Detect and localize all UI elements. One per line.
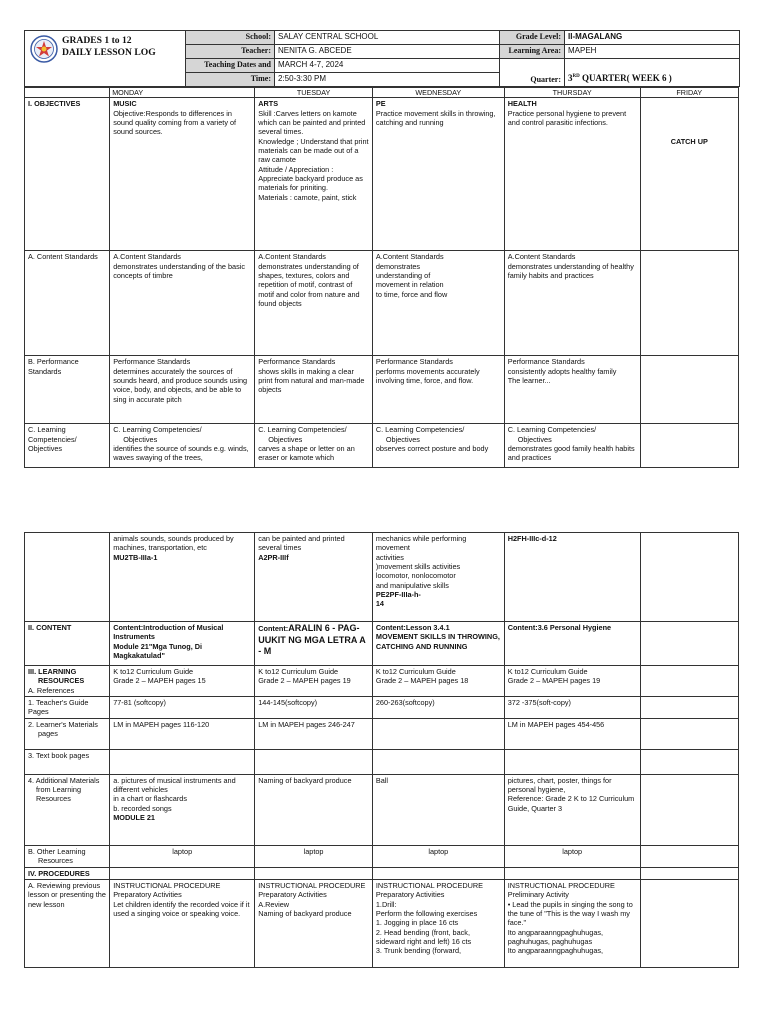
competencies-wednesday-text: observes correct posture and body xyxy=(375,443,489,453)
competency-code-wednesday: PE2PF-IIIa-h- xyxy=(375,589,421,599)
competencies-row xyxy=(25,424,739,468)
objectives-thursday xyxy=(504,98,640,251)
competencies-continued-thursday xyxy=(504,533,640,622)
competencies-tuesday-continued: can be painted and printed several times xyxy=(258,534,345,553)
performance-standards-thursday-line: The learner... xyxy=(507,375,551,385)
content-standards-wednesday-line: understanding of xyxy=(375,270,431,280)
time-label: Time: xyxy=(186,73,275,87)
teachers-guide-thursday: 372 -375(soft-copy) xyxy=(504,696,640,718)
reviewing-tuesday-line: A.Review xyxy=(258,899,290,909)
references-tuesday xyxy=(255,666,373,697)
grade-level-label: Grade Level: xyxy=(500,31,565,45)
learners-materials-heading: 2. Learner's Materials xyxy=(28,719,98,729)
references-monday-line: K to12 Curriculum Guide xyxy=(113,667,194,676)
lesson-log-page-2 xyxy=(24,532,739,968)
textbook-thursday xyxy=(504,749,640,774)
learning-resources-label xyxy=(25,666,110,697)
teaching-dates-value: MARCH 4-7, 2024 xyxy=(275,59,500,73)
reviewing-thursday-line: Ito angparaanngpaghuhugas, xyxy=(507,946,604,956)
reviewing-wednesday-line: INSTRUCTIONAL PROCEDURE xyxy=(375,880,484,890)
content-monday-module: Module 21"Mga Tunog, Di Magkakatulad" xyxy=(113,641,203,660)
competencies-tuesday xyxy=(255,424,373,468)
reviewing-wednesday-line: 1. Jogging in place 16 cts xyxy=(375,918,459,928)
competencies-thursday xyxy=(504,424,640,468)
additional-materials-heading: 4. Additional Materials xyxy=(28,775,100,785)
reviewing-wednesday-line: Preparatory Activities xyxy=(375,890,445,900)
content-row xyxy=(25,622,739,666)
procedures-row xyxy=(25,867,739,879)
learning-area-label: Learning Area: xyxy=(500,45,565,59)
performance-standards-monday xyxy=(110,356,255,424)
performance-standards-friday xyxy=(640,356,738,424)
objectives-label: I. OBJECTIVES xyxy=(25,98,110,251)
references-tuesday-line: K to12 Curriculum Guide xyxy=(258,667,339,676)
teachers-guide-row xyxy=(25,696,739,718)
reviewing-monday-line: Let children identify the recorded voice if it used a singing voice or speaking voice. xyxy=(113,899,250,918)
competencies-monday-title: C. Learning Competencies/ xyxy=(113,425,202,435)
quarter-number: 3 xyxy=(568,73,573,84)
additional-materials-thursday-line: Reference: Grade 2 K to 12 Curriculum Guide, Quarter 3 xyxy=(507,794,635,813)
performance-standards-tuesday-title: Performance Standards xyxy=(258,357,336,367)
competencies-continued-row xyxy=(25,533,739,622)
procedures-label: IV. PROCEDURES xyxy=(25,867,110,879)
objectives-tuesday xyxy=(255,98,373,251)
textbook-label: 3. Text book pages xyxy=(25,749,110,774)
learning-resources-heading-cont: RESOURCES xyxy=(38,676,85,686)
subject-pe: PE xyxy=(375,99,386,109)
competency-code-monday: MU2TB-IIIa-1 xyxy=(113,552,158,562)
performance-standards-thursday xyxy=(504,356,640,424)
references-thursday xyxy=(504,666,640,697)
reviewing-monday-line: Preparatory Activities xyxy=(113,890,182,900)
content-standards-wednesday-line: movement in relation xyxy=(375,280,444,290)
content-standards-tuesday-text: demonstrates understanding of shapes, textures, colors and repetition of motif, contrast of motif and color from nature and found objects xyxy=(258,261,360,308)
performance-standards-row xyxy=(25,356,739,424)
competencies-continued-tuesday xyxy=(255,533,373,622)
reviewing-thursday-line: • Lead the pupils in singing the song to the tune of "This is the way I wash my face." xyxy=(507,899,633,928)
reviewing-wednesday-line: Perform the following exercises xyxy=(375,908,478,918)
competencies-wednesday-continued: mechanics while performing movement xyxy=(375,534,467,553)
content-label: II. CONTENT xyxy=(25,622,110,666)
reviewing-monday xyxy=(110,879,255,967)
content-standards-monday-title: A.Content Standards xyxy=(113,252,181,262)
performance-standards-tuesday-text: shows skills in making a clear print from natural and man-made objects xyxy=(258,366,365,395)
day-header-thursday: THURSDAY xyxy=(504,88,640,98)
reviewing-wednesday-line: 3. Trunk bending (forward, xyxy=(375,946,462,956)
teachers-guide-monday: 77-81 (softcopy) xyxy=(110,696,255,718)
content-standards-monday xyxy=(110,251,255,356)
title-block xyxy=(25,31,186,87)
lesson-table-part2 xyxy=(24,532,739,968)
form-title-line1: GRADES 1 to 12 xyxy=(62,35,132,46)
grade-level-value: II-MAGALANG xyxy=(565,31,740,45)
learners-materials-monday: LM in MAPEH pages 116-120 xyxy=(110,718,255,749)
content-tuesday xyxy=(255,622,373,666)
competencies-tuesday-text: carves a shape or letter on an eraser or kamote which xyxy=(258,443,355,463)
competency-code-wednesday-suffix: 14 xyxy=(375,599,384,609)
additional-materials-monday xyxy=(110,774,255,845)
competencies-label: C. Learning Competencies/ Objectives xyxy=(25,424,110,468)
content-standards-thursday-title: A.Content Standards xyxy=(507,252,576,262)
reviewing-thursday-line: INSTRUCTIONAL PROCEDURE xyxy=(507,880,615,890)
additional-materials-friday xyxy=(640,774,738,845)
references-wednesday xyxy=(372,666,504,697)
teacher-label: Teacher: xyxy=(186,45,275,59)
teaching-dates-label: Teaching Dates and xyxy=(186,59,275,73)
textbook-monday xyxy=(110,749,255,774)
references-label: A. References xyxy=(28,685,75,695)
competencies-wednesday-continued: locomotor, nonlocomotor xyxy=(375,571,456,581)
performance-standards-thursday-line: consistently adopts healthy family xyxy=(507,366,617,376)
learners-materials-friday xyxy=(640,718,738,749)
subject-arts: ARTS xyxy=(258,99,279,109)
textbook-row xyxy=(25,749,739,774)
references-thursday-line: K to12 Curriculum Guide xyxy=(507,667,588,676)
competencies-wednesday-title: C. Learning Competencies/ xyxy=(375,425,465,435)
competencies-monday-subtitle: Objectives xyxy=(123,434,158,444)
references-thursday-line: Grade 2 – MAPEH pages 19 xyxy=(507,676,601,686)
procedures-tuesday xyxy=(255,867,373,879)
reviewing-row xyxy=(25,879,739,967)
references-monday-line: Grade 2 – MAPEH pages 15 xyxy=(113,676,206,686)
references-wednesday-line: Grade 2 – MAPEH pages 18 xyxy=(375,676,469,686)
competency-code-thursday: H2FH-IIIc-d-12 xyxy=(507,534,557,543)
competencies-monday-continued: animals sounds, sounds produced by machines, transportation, etc xyxy=(113,534,234,553)
references-friday xyxy=(640,666,738,697)
catch-up-label: CATCH UP xyxy=(670,137,708,147)
performance-standards-tuesday xyxy=(255,356,373,424)
reviewing-tuesday-line: INSTRUCTIONAL PROCEDURE xyxy=(258,880,366,890)
procedures-wednesday xyxy=(372,867,504,879)
other-resources-wednesday: laptop xyxy=(372,845,504,867)
additional-materials-tuesday: Naming of backyard produce xyxy=(255,774,373,845)
day-header-friday: FRIDAY xyxy=(640,88,738,98)
subject-music: MUSIC xyxy=(113,99,137,109)
deped-seal-icon xyxy=(30,35,58,63)
content-standards-tuesday-title: A.Content Standards xyxy=(258,252,326,262)
content-monday xyxy=(110,622,255,666)
other-resources-label xyxy=(25,845,110,867)
quarter-value xyxy=(565,59,740,87)
competencies-wednesday-subtitle: Objectives xyxy=(385,434,420,444)
learners-materials-thursday: LM in MAPEH pages 454-456 xyxy=(504,718,640,749)
learning-resources-heading: III. LEARNING xyxy=(28,667,77,676)
performance-standards-wednesday xyxy=(372,356,504,424)
quarter-text: QUARTER( WEEK 6 ) xyxy=(579,73,672,84)
competencies-wednesday-continued: and manipulative skills xyxy=(375,580,449,590)
additional-materials-thursday-line: pictures, chart, poster, things for personal hygiene, xyxy=(507,775,612,794)
other-resources-heading-cont: Resources xyxy=(38,855,73,865)
other-resources-heading: B. Other Learning xyxy=(28,846,86,856)
objectives-tuesday-skill: Skill :Carves letters on kamote which can be painted and printed several times. xyxy=(258,108,366,137)
content-wednesday xyxy=(372,622,504,666)
objectives-friday xyxy=(640,98,738,251)
objectives-tuesday-attitude: Attitude / Appreciation : Appreciate backyard produce as materials for priniting. xyxy=(258,164,363,193)
competency-code-tuesday: A2PR-IIIf xyxy=(258,552,289,562)
objectives-tuesday-materials: Materials : camote, paint, stick xyxy=(258,192,357,202)
content-standards-thursday-text: demonstrates understanding of healthy family habits and practices xyxy=(507,261,634,280)
performance-standards-monday-title: Performance Standards xyxy=(113,357,191,367)
learning-area-value: MAPEH xyxy=(565,45,740,59)
competencies-thursday-title: C. Learning Competencies/ xyxy=(507,425,597,435)
additional-materials-thursday xyxy=(504,774,640,845)
objectives-wednesday xyxy=(372,98,504,251)
procedures-monday xyxy=(110,867,255,879)
school-label: School: xyxy=(186,31,275,45)
content-thursday: Content:3.6 Personal Hygiene xyxy=(504,622,640,666)
learners-materials-tuesday: LM in MAPEH pages 246-247 xyxy=(255,718,373,749)
performance-standards-thursday-title: Performance Standards xyxy=(507,357,585,367)
procedures-friday xyxy=(640,867,738,879)
additional-materials-wednesday: Ball xyxy=(372,774,504,845)
competencies-continued-monday xyxy=(110,533,255,622)
quarter-label: Quarter: xyxy=(500,59,565,87)
content-standards-thursday xyxy=(504,251,640,356)
reviewing-monday-line: INSTRUCTIONAL PROCEDURE xyxy=(113,880,221,890)
content-friday xyxy=(640,622,738,666)
references-tuesday-line: Grade 2 – MAPEH pages 19 xyxy=(258,676,351,686)
objectives-thursday-text: Practice personal hygiene to prevent and control parasitic infections. xyxy=(507,108,627,127)
content-wednesday-title: MOVEMENT SKILLS IN THROWING, CATCHING AND RUNNING xyxy=(375,632,500,651)
other-resources-tuesday: laptop xyxy=(255,845,373,867)
performance-standards-monday-text: determines accurately the sources of sounds heard, and produce sounds using voice, body, and objects, and be able to sing in accurate pitch xyxy=(113,366,248,404)
time-value: 2:50-3:30 PM xyxy=(275,73,500,87)
performance-standards-wednesday-text: performs movements accurately involving time, force, and flow. xyxy=(375,366,480,385)
competencies-thursday-subtitle: Objectives xyxy=(517,434,552,444)
objectives-monday xyxy=(110,98,255,251)
content-wednesday-lesson: Content:Lesson 3.4.1 xyxy=(375,623,450,632)
day-header-tuesday: TUESDAY xyxy=(255,88,373,98)
content-standards-label: A. Content Standards xyxy=(25,251,110,356)
content-standards-wednesday-line: to time, force and flow xyxy=(375,289,448,299)
reviewing-tuesday-line: Preparatory Activities xyxy=(258,890,327,900)
objectives-wednesday-text: Practice movement skills in throwing, catching and running xyxy=(375,108,496,127)
additional-materials-label xyxy=(25,774,110,845)
competencies-wednesday-continued: )movement skills activities xyxy=(375,561,461,571)
content-standards-friday xyxy=(640,251,738,356)
procedures-thursday xyxy=(504,867,640,879)
content-standards-monday-text: demonstrates understanding of the basic concepts of timbre xyxy=(113,261,246,280)
additional-materials-monday-line: a. pictures of musical instruments and different vehicles xyxy=(113,775,236,794)
competencies-monday xyxy=(110,424,255,468)
additional-materials-monday-module: MODULE 21 xyxy=(113,812,155,822)
teachers-guide-friday xyxy=(640,696,738,718)
content-tuesday-prefix: Content: xyxy=(258,624,289,633)
reviewing-wednesday-line: 1.Drill: xyxy=(375,899,397,909)
reviewing-wednesday xyxy=(372,879,504,967)
teachers-guide-wednesday: 260-263(softcopy) xyxy=(372,696,504,718)
competencies-tuesday-title: C. Learning Competencies/ xyxy=(258,425,347,435)
content-standards-tuesday xyxy=(255,251,373,356)
textbook-wednesday xyxy=(372,749,504,774)
other-resources-row xyxy=(25,845,739,867)
textbook-tuesday xyxy=(255,749,373,774)
competencies-tuesday-subtitle: Objectives xyxy=(268,434,303,444)
references-monday xyxy=(110,666,255,697)
additional-materials-monday-line: in a chart or flashcards xyxy=(113,794,188,804)
reviewing-thursday-line: Ito angparaanngpaghuhugas, paghuhugas, paghuhugas xyxy=(507,927,604,946)
quarter-superscript: RD xyxy=(572,74,580,80)
content-standards-wednesday-title: A.Content Standards xyxy=(375,252,444,262)
objectives-row xyxy=(25,98,739,251)
other-resources-thursday: laptop xyxy=(504,845,640,867)
other-resources-monday: laptop xyxy=(110,845,255,867)
competencies-wednesday xyxy=(372,424,504,468)
additional-materials-row xyxy=(25,774,739,845)
reviewing-thursday-line: Preliminary Activity xyxy=(507,890,569,900)
learners-materials-label xyxy=(25,718,110,749)
content-standards-wednesday-line: demonstrates xyxy=(375,261,421,271)
textbook-friday xyxy=(640,749,738,774)
content-standards-wednesday xyxy=(372,251,504,356)
form-title-line2: DAILY LESSON LOG xyxy=(62,46,156,58)
content-monday-title: Content:Introduction of Musical Instruments xyxy=(113,623,224,642)
objectives-monday-text: Objective:Responds to differences in sound quality coming from a variety of sound sources. xyxy=(113,108,237,137)
reviewing-tuesday xyxy=(255,879,373,967)
competencies-continued-friday xyxy=(640,533,738,622)
reviewing-friday xyxy=(640,879,738,967)
reviewing-label: A. Reviewing previous lesson or presenting the new lesson xyxy=(25,879,110,967)
competencies-wednesday-continued: activities xyxy=(375,552,404,562)
subject-health: HEALTH xyxy=(507,99,537,109)
learners-materials-wednesday xyxy=(372,718,504,749)
competencies-thursday-text: demonstrates good family health habits and practices xyxy=(507,443,635,463)
header-table xyxy=(24,30,740,87)
other-resources-friday xyxy=(640,845,738,867)
reviewing-thursday xyxy=(504,879,640,967)
learners-materials-row xyxy=(25,718,739,749)
performance-standards-wednesday-title: Performance Standards xyxy=(375,357,453,367)
reviewing-wednesday-line: 2. Head bending (front, back, sideward right and left) 16 cts xyxy=(375,927,472,946)
blank-header xyxy=(25,88,110,98)
teachers-guide-tuesday: 144-145(softcopy) xyxy=(255,696,373,718)
lesson-table-part1 xyxy=(24,87,739,468)
content-tuesday-title: ARALIN 6 - PAG-UUKIT NG MGA LETRA A - M xyxy=(258,623,366,657)
lesson-log-page-1 xyxy=(24,30,739,468)
reviewing-tuesday-line: Naming of backyard produce xyxy=(258,908,352,918)
competencies-monday-text: identifies the source of sounds e.g. winds, waves swaying of the trees, xyxy=(113,443,249,463)
additional-materials-monday-line: b. recorded songs xyxy=(113,803,172,813)
school-value: SALAY CENTRAL SCHOOL xyxy=(275,31,500,45)
day-header-row xyxy=(25,88,739,98)
references-wednesday-line: K to12 Curriculum Guide xyxy=(375,667,456,676)
content-standards-row xyxy=(25,251,739,356)
competencies-friday xyxy=(640,424,738,468)
day-header-wednesday: WEDNESDAY xyxy=(372,88,504,98)
competencies-continued-wednesday xyxy=(372,533,504,622)
performance-standards-label: B. Performance Standards xyxy=(25,356,110,424)
learners-materials-heading-cont: pages xyxy=(38,728,58,738)
competencies-continued-label xyxy=(25,533,110,622)
objectives-tuesday-knowledge: Knowledge ; Understand that print materials can be made out of a raw camote xyxy=(258,136,369,165)
teachers-guide-label: 1. Teacher's Guide Pages xyxy=(25,696,110,718)
learning-resources-row xyxy=(25,666,739,697)
additional-materials-heading-cont: from Learning Resources xyxy=(36,784,82,804)
teacher-value: NENITA G. ABCEDE xyxy=(275,45,500,59)
day-header-monday: MONDAY xyxy=(110,88,255,98)
